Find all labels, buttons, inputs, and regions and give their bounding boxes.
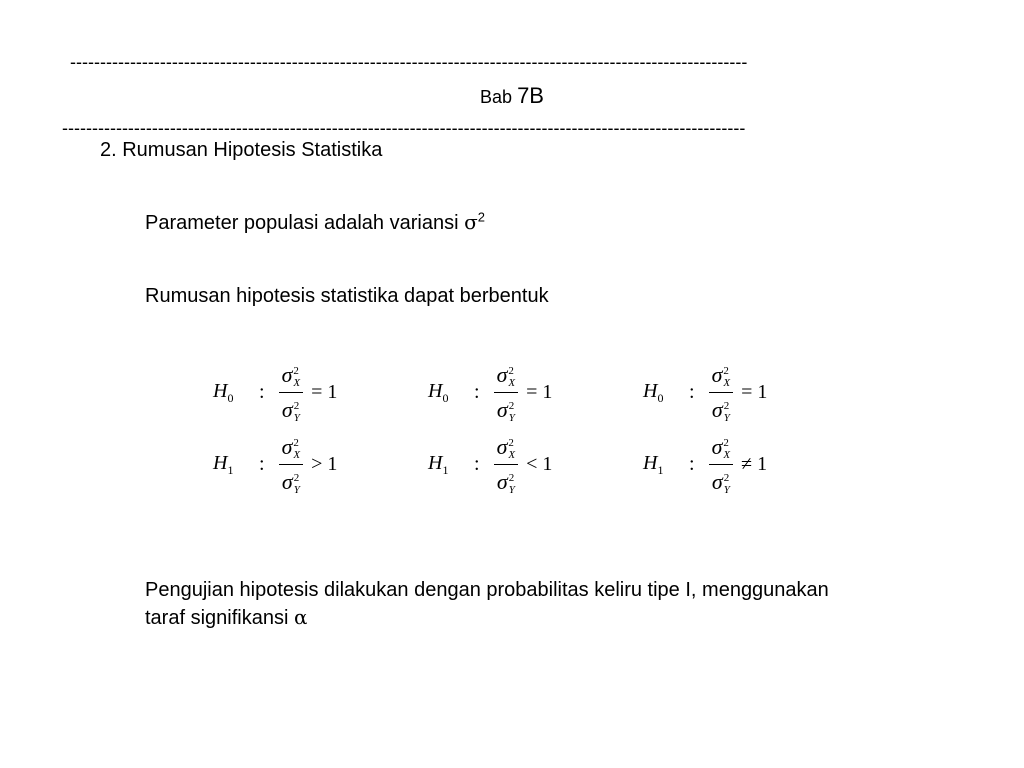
variance-ratio [494, 358, 519, 427]
relation: > 1 [311, 453, 338, 475]
sigma-symbol: σ [281, 469, 293, 494]
hypothesis-subscript: 1 [442, 462, 449, 477]
sigma-symbol: σ [711, 397, 723, 422]
sigma-subscript: Y [723, 412, 730, 425]
sigma-x-term [281, 434, 301, 462]
sigma-exponent: 2 [723, 437, 729, 450]
h1-hypothesis-2 [428, 430, 552, 499]
h0-label [428, 380, 474, 406]
sigma-exponent: 2 [293, 400, 300, 413]
chapter-title-number: 7B [517, 83, 544, 108]
relation: = 1 [741, 381, 768, 403]
sigma-subscript: Y [508, 412, 515, 425]
h0-label [643, 380, 689, 406]
hypothesis-letter: H [643, 451, 658, 474]
closing-line-1: Pengujian hipotesis dilakukan dengan probabilitas keliru tipe I, menggunakan [145, 579, 829, 601]
top-dashed-divider: ----------------------------------------------------------------------------------------------------------------- [70, 52, 748, 72]
parameter-text: Parameter populasi adalah variansi [145, 212, 459, 234]
sigma-subscript: X [293, 449, 301, 462]
bottom-dashed-divider: ------------------------------------------------------------------------------------------------------------------ [62, 118, 746, 138]
relation: < 1 [526, 453, 553, 475]
relation: = 1 [526, 381, 553, 403]
hypothesis-subscript: 1 [657, 462, 664, 477]
sigma-y-term [496, 469, 515, 497]
variance-ratio [709, 358, 734, 427]
sigma-x-term [281, 362, 301, 390]
hypothesis-letter: H [428, 451, 443, 474]
sigma-y-term [711, 469, 730, 497]
h0-label [213, 380, 259, 406]
chapter-title-prefix: Bab [480, 87, 513, 107]
closing-statement [145, 577, 965, 632]
h0-hypothesis-2 [428, 358, 552, 427]
sigma-subscript: X [723, 377, 731, 390]
hypothesis-subscript: 0 [227, 390, 234, 405]
colon: : [689, 453, 695, 475]
sigma-subscript: Y [723, 484, 730, 497]
colon: : [474, 381, 480, 403]
relation: = 1 [311, 381, 338, 403]
sigma-subscript: X [723, 449, 731, 462]
section-heading: 2. Rumusan Hipotesis Statistika [100, 139, 383, 161]
form-statement: Rumusan hipotesis statistika dapat berbentuk [145, 285, 549, 307]
sigma-symbol: σ [496, 469, 508, 494]
parameter-statement [145, 209, 485, 237]
sigma-exponent: 2 [723, 472, 730, 485]
sigma-symbol: σ [711, 434, 723, 459]
colon: : [689, 381, 695, 403]
sigma-symbol: σ [496, 397, 508, 422]
sigma-symbol: σ [496, 362, 508, 387]
variance-ratio [494, 430, 519, 499]
sigma-symbol: σ [711, 469, 723, 494]
sigma-symbol: σ [281, 434, 293, 459]
hypothesis-letter: H [643, 379, 658, 402]
hypothesis-subscript: 0 [442, 390, 449, 405]
sigma-x-term [711, 362, 731, 390]
sigma-symbol: σ [711, 362, 723, 387]
sigma-symbol: σ [496, 434, 508, 459]
variance-ratio [709, 430, 734, 499]
sigma-y-term [281, 469, 300, 497]
sigma-exponent: 2 [723, 400, 730, 413]
sigma-subscript: X [508, 449, 516, 462]
relation: ≠ 1 [741, 453, 768, 475]
sigma-symbol: σ [281, 362, 293, 387]
hypothesis-letter: H [213, 451, 228, 474]
sigma-y-term [711, 397, 730, 425]
sigma-x-term [711, 434, 731, 462]
alpha-symbol: α [293, 605, 308, 629]
sigma-subscript: Y [293, 412, 300, 425]
h0-hypothesis-1 [213, 358, 337, 427]
h1-hypothesis-1 [213, 430, 337, 499]
sigma-x-term [496, 434, 516, 462]
h1-label [213, 452, 259, 478]
sigma-exponent: 2 [508, 437, 514, 450]
colon: : [259, 381, 265, 403]
hypothesis-letter: H [428, 379, 443, 402]
sigma-subscript: Y [293, 484, 300, 497]
sigma-symbol: σ [464, 210, 478, 234]
sigma-exponent: 2 [293, 365, 299, 378]
colon: : [474, 453, 480, 475]
sigma-y-term [281, 397, 300, 425]
sigma-exponent: 2 [508, 472, 515, 485]
sigma-exponent: 2 [293, 437, 299, 450]
closing-line-2: taraf signifikansi [145, 607, 289, 629]
sigma-exponent: 2 [477, 209, 485, 225]
sigma-x-term [496, 362, 516, 390]
sigma-exponent: 2 [723, 365, 729, 378]
chapter-title [0, 84, 1024, 109]
sigma-y-term [496, 397, 515, 425]
variance-ratio [279, 430, 304, 499]
h1-label [428, 452, 474, 478]
hypothesis-letter: H [213, 379, 228, 402]
h1-hypothesis-3 [643, 430, 767, 499]
sigma-subscript: X [293, 377, 301, 390]
sigma-exponent: 2 [293, 472, 300, 485]
h0-hypothesis-3 [643, 358, 767, 427]
sigma-symbol: σ [281, 397, 293, 422]
sigma-subscript: X [508, 377, 516, 390]
hypothesis-subscript: 1 [227, 462, 234, 477]
variance-ratio [279, 358, 304, 427]
sigma-subscript: Y [508, 484, 515, 497]
sigma-exponent: 2 [508, 365, 514, 378]
sigma-exponent: 2 [508, 400, 515, 413]
hypothesis-subscript: 0 [657, 390, 664, 405]
h1-label [643, 452, 689, 478]
colon: : [259, 453, 265, 475]
